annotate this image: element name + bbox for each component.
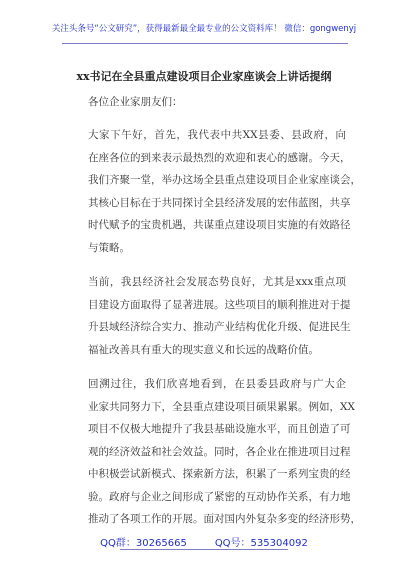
paragraph-line: 大家下午好，首先，我代表中共XX县委、县政府，向 (88, 129, 346, 141)
paragraph-2 (88, 271, 351, 361)
document-title: xx书记在全县重点建设项目企业家座谈会上讲话提纲 (76, 70, 332, 83)
salutation: 各位企业家朋友们： (88, 96, 183, 108)
paragraph-line: 当前，我县经济社会发展态势良好，尤其是xxx重点项 (88, 276, 346, 288)
paragraph-line: 与策略。 (88, 241, 130, 254)
promo-header: 关注头条号“公文研究”，获得最新最全最专业的公文资料库！ 微信：gongwenyj (51, 24, 357, 34)
paragraph-line: 时代赋予的宝贵机遇，共谋重点建设项目实施的有效路径 (88, 219, 351, 231)
paragraph-line: 目建设方面取得了显著进展。这些项目的顺利推进对于提 (88, 298, 351, 311)
paragraph-line: 福祉改善具有重大的现实意义和长远的战略价值。 (88, 343, 319, 356)
paragraph-line: 观的经济效益和社会效益。同时，各企业在推进项目过程 (88, 445, 351, 458)
paragraph-line: 回溯过往，我们欣喜地看到，在县委县政府与广大企 (88, 378, 346, 390)
paragraph-line: 升县域经济综合实力、推动产业结构优化升级、促进民生 (88, 321, 351, 333)
paragraph-line: 项目不仅极大地提升了我县基础设施水平，而且创造了可 (88, 423, 351, 435)
document-body (88, 90, 361, 543)
paragraph-line: 其核心目标在于共同探讨全县经济发展的宏伟蓝图，共享 (88, 196, 351, 209)
header-divider (62, 43, 348, 44)
paragraph-line: 业家共同努力下，全县重点建设项目硕果累累。例如，XX (88, 400, 355, 413)
paragraph-line: 推动了各项工作的开展。面对国内外复杂多变的经济形势， (88, 513, 361, 525)
footer-divider (120, 549, 288, 550)
qq-number-label: QQ号：535304092 (214, 538, 308, 549)
paragraph-line: 中积极尝试新模式、探索新方法，积累了一系列宝贵的经 (88, 468, 351, 480)
paragraph-line: 验。政府与企业之间形成了紧密的互动协作关系，有力地 (88, 490, 351, 503)
paragraph-line: 我们齐聚一堂，举办这场全县重点建设项目企业家座谈会， (88, 174, 361, 186)
paragraph-3 (88, 373, 361, 531)
qq-group-label: QQ群：30265665 (100, 538, 187, 549)
paragraph-1 (88, 124, 361, 259)
contact-footer (0, 534, 408, 549)
paragraph-line: 在座各位的到来表示最热烈的欢迎和衷心的感谢。今天， (88, 151, 351, 164)
